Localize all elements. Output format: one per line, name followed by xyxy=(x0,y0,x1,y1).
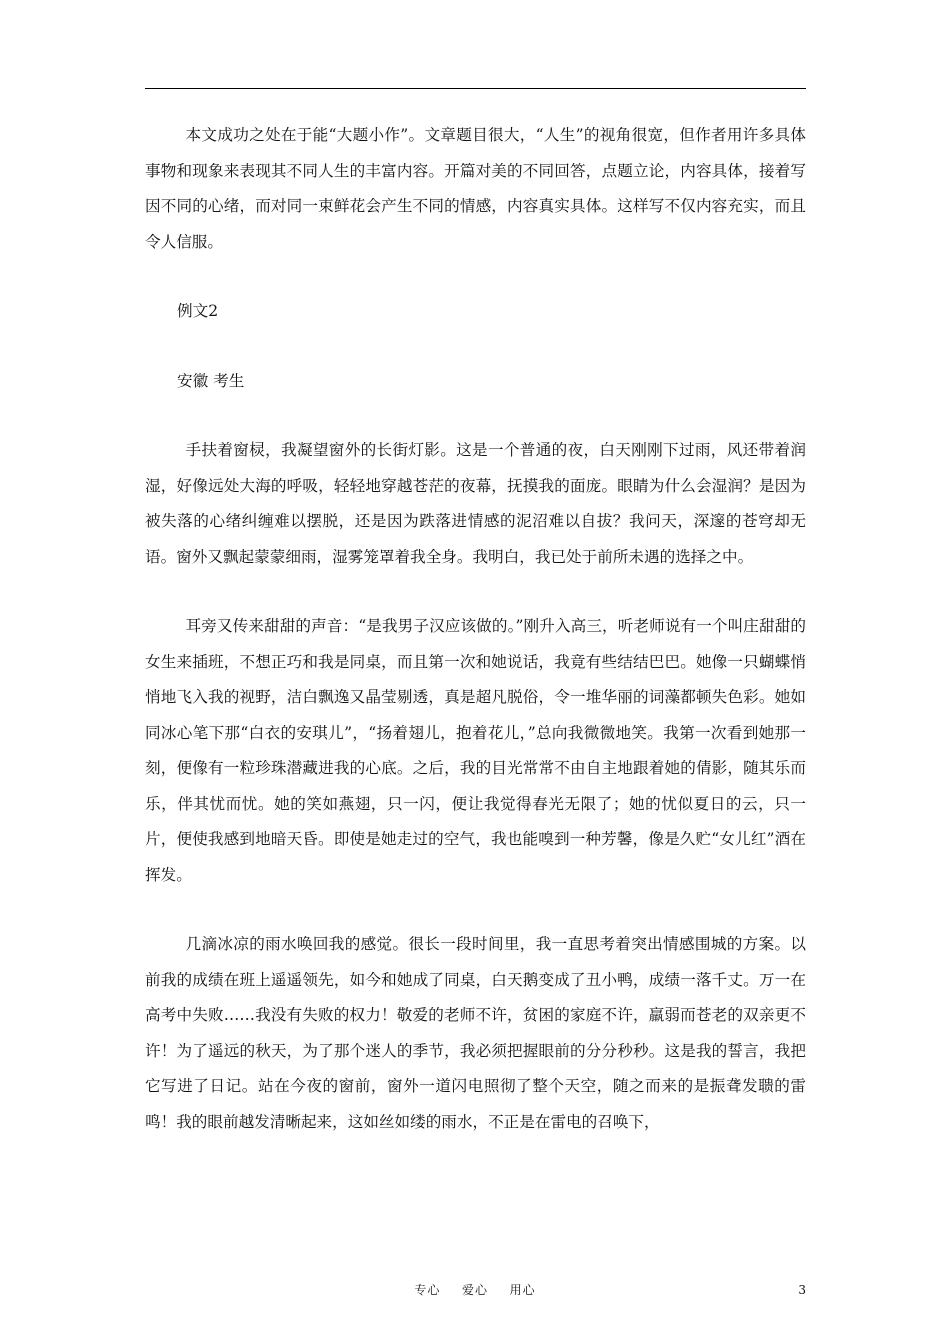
footer-slogan: 专心 爱心 用心 xyxy=(414,1283,536,1297)
commentary-paragraph: 本文成功之处在于能“大题小作”。文章题目很大，“人生”的视角很宽，但作者用许多具体事物和现象来表现其不同人生的丰富内容。开篇对美的不同回答，点题立论，内容具体，接着写因不同的心绪，而对同一束鲜花会产生不同的情感，内容真实具体。这样写不仅内容充实，而且令人信服。 xyxy=(145,126,806,251)
document-body xyxy=(145,118,806,1140)
essay-paragraph-2: 耳旁又传来甜甜的声音：“是我男子汉应该做的。”刚升入高三，听老师说有一个叫庄甜甜的女生来插班，不想正巧和我是同桌，而且第一次和她说话，我竟有些结结巴巴。她像一只蝴蝶悄悄地飞入我的视野，洁白飘逸又晶莹剔透，真是超凡脱俗，令一堆华丽的词藻都顿失色彩。她如同冰心笔下那“白衣的安琪儿”，“扬着翅儿，抱着花儿，”总向我微微地笑。我第一次看到她那一刻，便像有一粒珍珠潜藏进我的心底。之后，我的目光常常不由自主地跟着她的倩影，随其乐而乐，伴其忧而忧。她的笑如燕翅，只一闪，便让我觉得春光无限了；她的忧似夏日的云，只一片，便使我感到地暗天昏。即使是她走过的空气，我也能嗅到一种芳馨，像是久贮“女儿红”酒在挥发。 xyxy=(145,617,806,884)
header-rule xyxy=(145,88,806,89)
author-label: 安徽 考生 xyxy=(177,371,245,390)
essay-paragraph-1: 手扶着窗棂，我凝望窗外的长街灯影。这是一个普通的夜，白天刚刚下过雨，风还带着润湿，好像远处大海的呼吸，轻轻地穿越苍茫的夜幕，抚摸我的面庞。眼睛为什么会湿润？是因为被失落的心绪纠缠难以摆脱，还是因为跌落进情感的泥沼难以自拔？我问天，深邃的苍穹却无语。窗外又飘起蒙蒙细雨，湿雾笼罩着我全身。我明白，我已处于前所未遇的选择之中。 xyxy=(145,441,806,566)
page-number: 3 xyxy=(798,1283,806,1297)
example-label: 例文2 xyxy=(177,302,219,320)
essay-paragraph-3: 几滴冰凉的雨水唤回我的感觉。很长一段时间里，我一直思考着突出情感围城的方案。以前我的成绩在班上遥遥领先，如今和她成了同桌，白天鹅变成了丑小鸭，成绩一落千丈。万一在高考中失败……我没有失败的权力！敬爱的老师不许，贫困的家庭不许，羸弱而苍老的双亲更不许！为了遥远的秋天，为了那个迷人的季节，我必须把握眼前的分分秒秒。这是我的誓言，我把它写进了日记。站在今夜的窗前，窗外一道闪电照彻了整个天空，随之而来的是振聋发聩的雷鸣！我的眼前越发清晰起来，这如丝如缕的雨水，不正是在雷电的召唤下， xyxy=(145,935,806,1131)
